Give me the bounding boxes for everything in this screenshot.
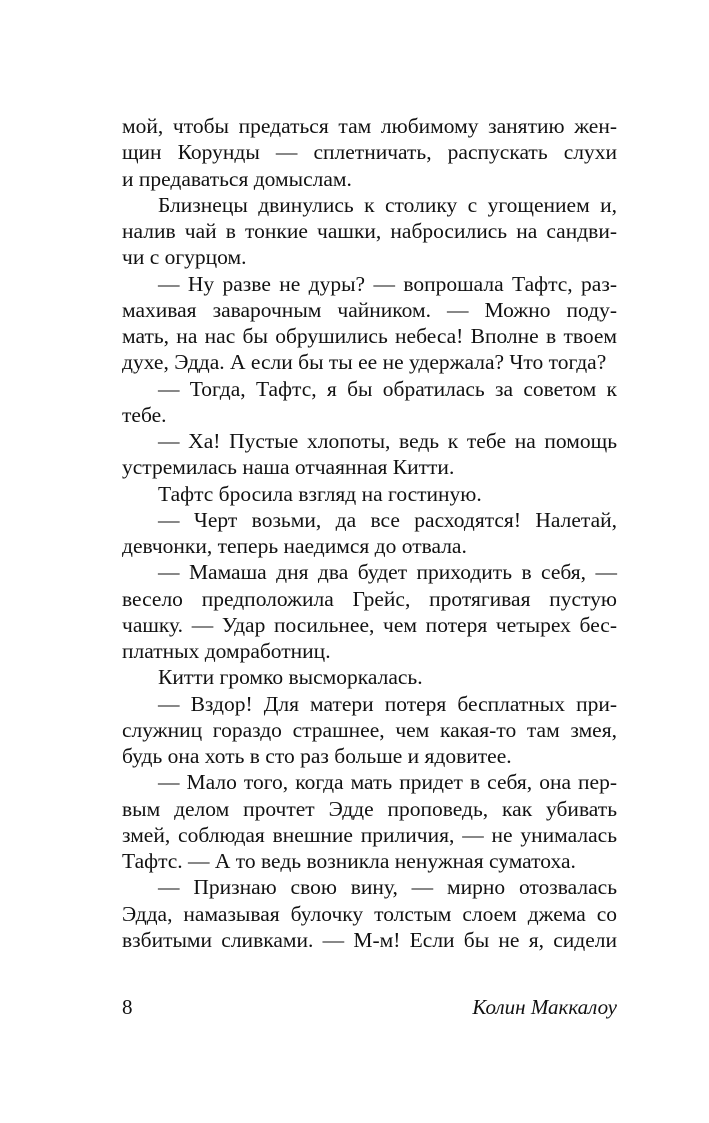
text-line: Тафтс бросила взгляд на гостиную. bbox=[158, 481, 482, 506]
text-line: налив чай в тонкие чашки, набросились на сандви- bbox=[122, 219, 617, 243]
text-line: Эдда, намазывая булочку толстым слоем джема со bbox=[122, 901, 617, 926]
text-line: и предаваться домыслам. bbox=[122, 166, 352, 191]
text-line: взбитыми сливками. — М-м! Если бы не я, сидели bbox=[122, 927, 617, 952]
page-footer bbox=[122, 992, 617, 1022]
running-author: Колин Маккалоу bbox=[472, 995, 617, 1019]
text-line: тебе. bbox=[122, 402, 167, 427]
text-line: — Вздор! Для матери потеря бесплатных при- bbox=[158, 691, 617, 716]
text-line: устремилась наша отчаянная Китти. bbox=[122, 455, 455, 480]
text-line: Тафтс. — А то ведь возникла ненужная суматоха. bbox=[122, 849, 576, 873]
text-line: — Мало того, когда мать придет в себя, она пер- bbox=[158, 770, 617, 795]
text-line: — Черт возьми, да все расходятся! Налетай, bbox=[158, 507, 617, 532]
text-line: весело предположила Грейс, протягивая пустую bbox=[122, 586, 617, 611]
text-line: щин Корунды — сплетничать, распускать слухи bbox=[122, 140, 617, 165]
text-line: вым делом прочтет Эдде проповедь, как убивать bbox=[122, 796, 617, 821]
text-line: чашку. — Удар посильнее, чем потеря четырех бес- bbox=[122, 612, 617, 637]
text-line: — Признаю свою вину, — мирно отозвалась bbox=[158, 875, 617, 900]
text-line: будь она хоть в сто раз больше и ядовитее. bbox=[122, 744, 512, 768]
text-line: мой, чтобы предаться там любимому занятию жен- bbox=[122, 114, 617, 138]
text-line: махивая заварочным чайником. — Можно поду- bbox=[122, 297, 617, 322]
text-line: Близнецы двинулись к столику с угощением и, bbox=[158, 192, 617, 217]
text-line: — Ну разве не дуры? — вопрошала Тафтс, раз- bbox=[158, 271, 617, 296]
text-line: духе, Эдда. А если бы ты ее не удержала? Что тогда? bbox=[122, 350, 607, 375]
text-line: девчонки, теперь наедимся до отвала. bbox=[122, 534, 467, 558]
text-line: змей, соблюдая внешние приличия, — не унималась bbox=[122, 822, 617, 847]
text-line: чи с огурцом. bbox=[122, 245, 247, 270]
text-line: Китти громко высморкалась. bbox=[158, 665, 423, 690]
book-page-body bbox=[122, 113, 617, 953]
text-line: мать, на нас бы обрушились небеса! Вполне в твоем bbox=[122, 324, 617, 348]
text-line: — Мамаша дня два будет приходить в себя, — bbox=[158, 560, 617, 585]
text-line: платных домработниц. bbox=[122, 639, 331, 663]
text-line: — Тогда, Тафтс, я бы обратилась за советом к bbox=[158, 376, 617, 401]
page-number: 8 bbox=[122, 995, 133, 1019]
text-line: — Ха! Пустые хлопоты, ведь к тебе на помощь bbox=[158, 429, 617, 453]
text-line: служниц гораздо страшнее, чем какая-то там змея, bbox=[122, 717, 617, 742]
